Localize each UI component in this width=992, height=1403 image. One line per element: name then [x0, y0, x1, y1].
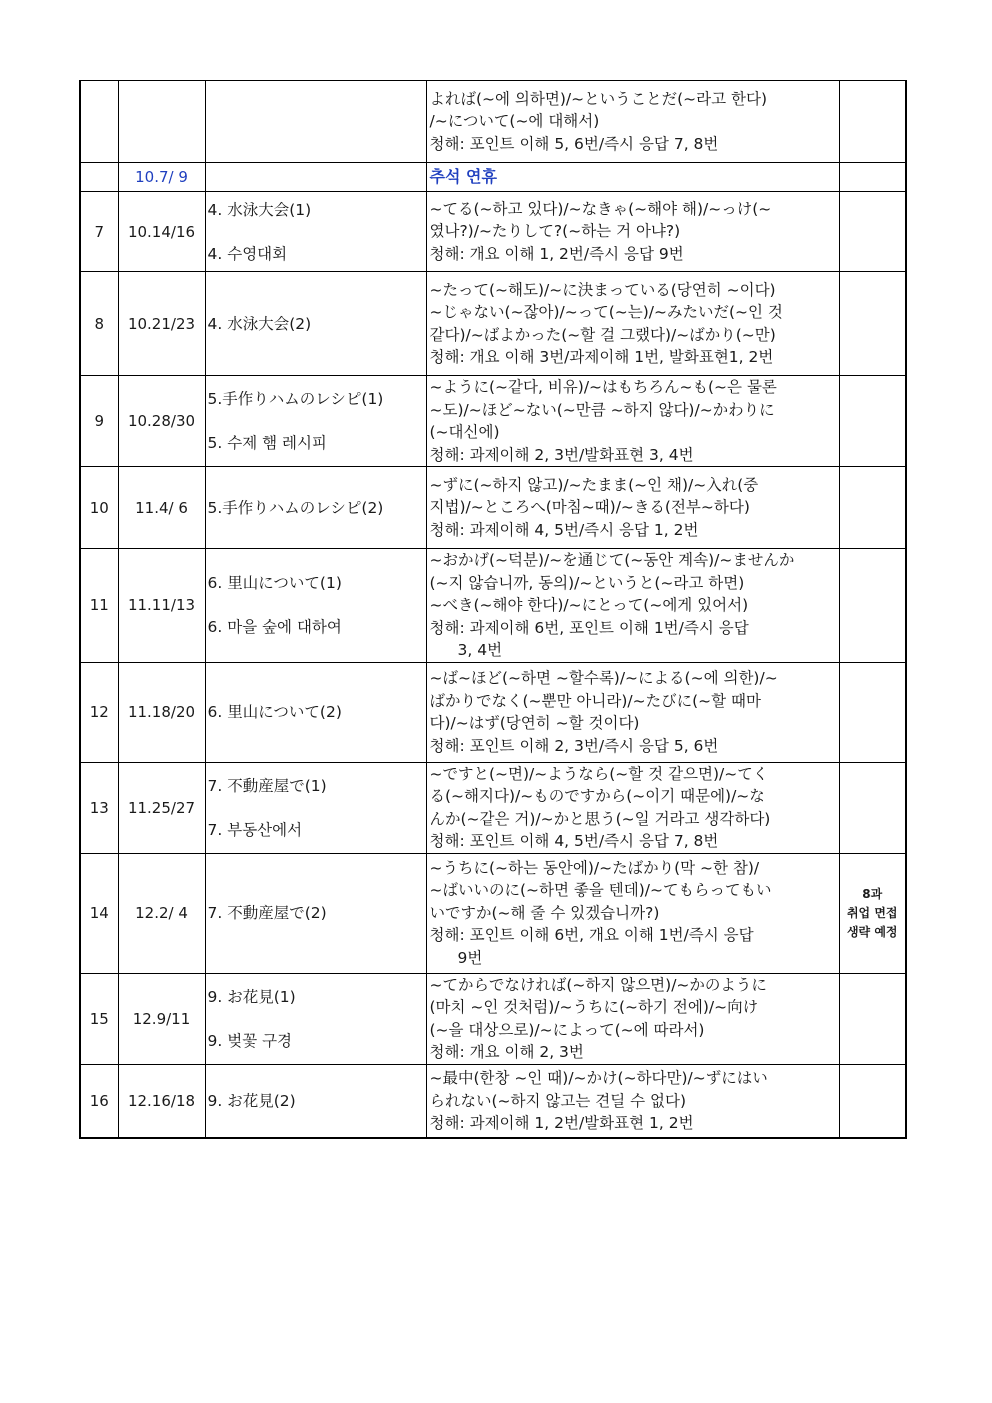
- content-line: ばかりでなく(~뿐만 아니라)/~たびに(~할 때마: [429, 691, 761, 710]
- week-cell: 10: [80, 467, 118, 549]
- content-line: ~最中(한창 ~인 때)/~かけ(~하다만)/~ずにはい: [429, 1069, 768, 1087]
- note-line: 생략 예정: [846, 924, 898, 939]
- content-line: 청해: 과제이해 6번, 포인트 이해 1번/즉시 응답: [429, 618, 749, 637]
- content-line: ~てる(~하고 있다)/~なきゃ(~해야 해)/~っけ(~: [429, 199, 772, 218]
- table-row: [80, 549, 906, 663]
- lesson-title: 6. 里山について(2): [207, 703, 342, 721]
- note-cell: [839, 973, 906, 1064]
- date-cell: 10.7/ 9: [118, 163, 205, 192]
- lesson-title: 5.手作りハムのレシピ(1): [207, 390, 384, 408]
- content-line: んか(~같은 거)/~かと思う(~일 거라고 생각하다): [429, 809, 771, 828]
- week-cell: 11: [80, 549, 118, 663]
- note-cell: [839, 163, 906, 192]
- content-line: る(~해지다)/~ものですから(~이기 때문에)/~な: [429, 787, 765, 805]
- table-row: [80, 762, 906, 853]
- content-cell: [426, 549, 839, 663]
- content-line: 지법)/~ところへ(마침~때)/~きる(전부~하다): [429, 498, 750, 517]
- note-cell: [839, 853, 906, 973]
- date-cell: 11.11/13: [118, 549, 205, 663]
- content-cell: [426, 853, 839, 973]
- syllabus-table: [79, 80, 907, 1139]
- content-cell: [426, 376, 839, 467]
- content-line: ~ずに(~하지 않고)/~たまま(~인 채)/~入れ(중: [429, 475, 759, 494]
- content-line: 청해: 포인트 이해 6번, 개요 이해 1번/즉시 응답: [429, 926, 754, 945]
- week-cell: 8: [80, 272, 118, 376]
- date-cell: 12.16/18: [118, 1064, 205, 1138]
- content-line: (~대신에): [429, 423, 500, 441]
- content-line: ~べき(~해야 한다)/~にとって(~에게 있어서): [429, 596, 749, 614]
- note-cell: [839, 662, 906, 762]
- table-row: [80, 853, 906, 973]
- lesson-title: 6. 里山について(1): [207, 574, 342, 593]
- content-line: 청해: 과제이해 2, 3번/발화표현 3, 4번: [429, 445, 694, 464]
- content-line: よれば(~에 의하면)/~ということだ(~라고 한다): [429, 89, 768, 108]
- date-cell: 10.21/23: [118, 272, 205, 376]
- week-cell: [80, 81, 118, 163]
- content-line: 였나?)/~たりして?(~하는 거 아냐?): [429, 222, 681, 241]
- lesson-cell: [205, 549, 426, 663]
- table-row: [80, 376, 906, 467]
- content-line: 청해: 포인트 이해 4, 5번/즉시 응답 7, 8번: [429, 832, 719, 850]
- date-cell: 10.14/16: [118, 192, 205, 272]
- content-line: 청해: 포인트 이해 5, 6번/즉시 응답 7, 8번: [429, 134, 719, 153]
- lesson-cell: [205, 1064, 426, 1138]
- lesson-cell: [205, 973, 426, 1064]
- table-row: [80, 973, 906, 1064]
- content-line: /~について(~에 대해서): [429, 112, 600, 131]
- week-cell: [80, 163, 118, 192]
- content-line: 청해: 개요 이해 1, 2번/즉시 응답 9번: [429, 244, 684, 263]
- date-cell: 10.28/30: [118, 376, 205, 467]
- lesson-title: 6. 마을 숲에 대하여: [207, 618, 342, 637]
- lesson-title: 7. 不動産屋で(1): [207, 776, 327, 795]
- week-cell: 14: [80, 853, 118, 973]
- content-line: (~지 않습니까, 동의)/~というと(~라고 하면): [429, 573, 745, 592]
- content-line: ~てからでなければ(~하지 않으면)/~かのように: [429, 975, 767, 994]
- table-row: [80, 163, 906, 192]
- note-cell: [839, 376, 906, 467]
- table-row: [80, 272, 906, 376]
- content-line: ~ば~ほど(~하면 ~할수록)/~による(~에 의한)/~: [429, 669, 778, 687]
- week-cell: 15: [80, 973, 118, 1064]
- content-line: いですか(~해 줄 수 있겠습니까?): [429, 903, 660, 922]
- content-line: ~도)/~ほど~ない(~만큼 ~하지 않다)/~かわりに: [429, 400, 775, 419]
- content-line: 청해: 과제이해 1, 2번/발화표현 1, 2번: [429, 1114, 694, 1132]
- content-line: られない(~하지 않고는 견딜 수 없다): [429, 1091, 687, 1110]
- content-line: 청해: 과제이해 4, 5번/즉시 응답 1, 2번: [429, 520, 699, 539]
- lesson-title: 4. 水泳大会(1): [207, 200, 312, 219]
- lesson-cell: [205, 376, 426, 467]
- date-cell: 11.25/27: [118, 762, 205, 853]
- content-line: 다)/~はず(당연히 ~할 것이다): [429, 714, 640, 732]
- lesson-title: 5.手作りハムのレシピ(2): [207, 498, 384, 517]
- week-cell: 9: [80, 376, 118, 467]
- content-line: ~ように(~같다, 비유)/~はもちろん~も(~은 물론: [429, 378, 777, 396]
- note-cell: [839, 192, 906, 272]
- content-cell: [426, 467, 839, 549]
- note-cell: [839, 272, 906, 376]
- week-cell: 12: [80, 662, 118, 762]
- content-line: ~ばいいのに(~하면 좋을 텐데)/~てもらってもい: [429, 881, 772, 900]
- lesson-cell: [205, 853, 426, 973]
- date-cell: 12.9/11: [118, 973, 205, 1064]
- content-cell: [426, 973, 839, 1064]
- content-line: (~을 대상으로)/~によって(~에 따라서): [429, 1020, 705, 1039]
- lesson-cell: [205, 81, 426, 163]
- content-line: (마치 ~인 것처럼)/~うちに(~하기 전에)/~向け: [429, 998, 759, 1016]
- date-cell: 11.4/ 6: [118, 467, 205, 549]
- content-line: 청해: 개요 이해 2, 3번: [429, 1043, 584, 1061]
- note-cell: [839, 81, 906, 163]
- lesson-cell: [205, 163, 426, 192]
- table-row: [80, 1064, 906, 1138]
- week-cell: 16: [80, 1064, 118, 1138]
- note-cell: [839, 762, 906, 853]
- table-row: [80, 662, 906, 762]
- week-cell: 7: [80, 192, 118, 272]
- lesson-title: 9. お花見(1): [207, 987, 296, 1006]
- lesson-title: 7. 不動産屋で(2): [207, 904, 327, 922]
- content-cell: [426, 1064, 839, 1138]
- lesson-title: 4. 수영대회: [207, 244, 288, 263]
- lesson-title: 7. 부동산에서: [207, 820, 303, 839]
- table-row: [80, 81, 906, 163]
- content-cell: [426, 272, 839, 376]
- content-line: ~じゃない(~잖아)/~って(~는)/~みたいだ(~인 것: [429, 303, 783, 321]
- date-cell: 12.2/ 4: [118, 853, 205, 973]
- content-cell: [426, 81, 839, 163]
- date-cell: [118, 81, 205, 163]
- content-line: ~たって(~해도)/~に決まっている(당연히 ~이다): [429, 280, 776, 299]
- lesson-title: 4. 水泳大会(2): [207, 314, 312, 333]
- content-cell: [426, 163, 839, 192]
- content-line: 9번: [457, 948, 483, 967]
- note-cell: [839, 549, 906, 663]
- lesson-title: 5. 수제 햄 레시피: [207, 434, 327, 452]
- content-line: ~ですと(~면)/~ようなら(~할 것 같으면)/~てく: [429, 764, 769, 783]
- content-line: 청해: 포인트 이해 2, 3번/즉시 응답 5, 6번: [429, 736, 719, 755]
- table-row: [80, 467, 906, 549]
- content-line: 같다)/~ばよかった(~할 걸 그랬다)/~ばかり(~만): [429, 325, 776, 344]
- content-line: ~うちに(~하는 동안에)/~たばかり(막 ~한 참)/: [429, 858, 760, 877]
- content-cell: [426, 192, 839, 272]
- note-line: 8과: [862, 886, 883, 901]
- content-cell: [426, 762, 839, 853]
- holiday-label: 추석 연휴: [429, 166, 497, 186]
- content-cell: [426, 662, 839, 762]
- syllabus-table-body: [80, 81, 906, 1139]
- content-line: 청해: 개요 이해 3번/과제이해 1번, 발화표현1, 2번: [429, 348, 774, 366]
- table-row: [80, 192, 906, 272]
- content-line: ~おかげ(~덕분)/~を通じて(~동안 계속)/~ませんか: [429, 551, 795, 569]
- note-line: 취업 면접: [846, 905, 898, 920]
- note-cell: [839, 1064, 906, 1138]
- note-cell: [839, 467, 906, 549]
- lesson-cell: [205, 272, 426, 376]
- lesson-cell: [205, 192, 426, 272]
- lesson-cell: [205, 467, 426, 549]
- lesson-cell: [205, 662, 426, 762]
- lesson-title: 9. 벚꽃 구경: [207, 1031, 293, 1050]
- lesson-title: 9. お花見(2): [207, 1091, 296, 1110]
- content-line: 3, 4번: [457, 641, 503, 659]
- week-cell: 13: [80, 762, 118, 853]
- date-cell: 11.18/20: [118, 662, 205, 762]
- lesson-cell: [205, 762, 426, 853]
